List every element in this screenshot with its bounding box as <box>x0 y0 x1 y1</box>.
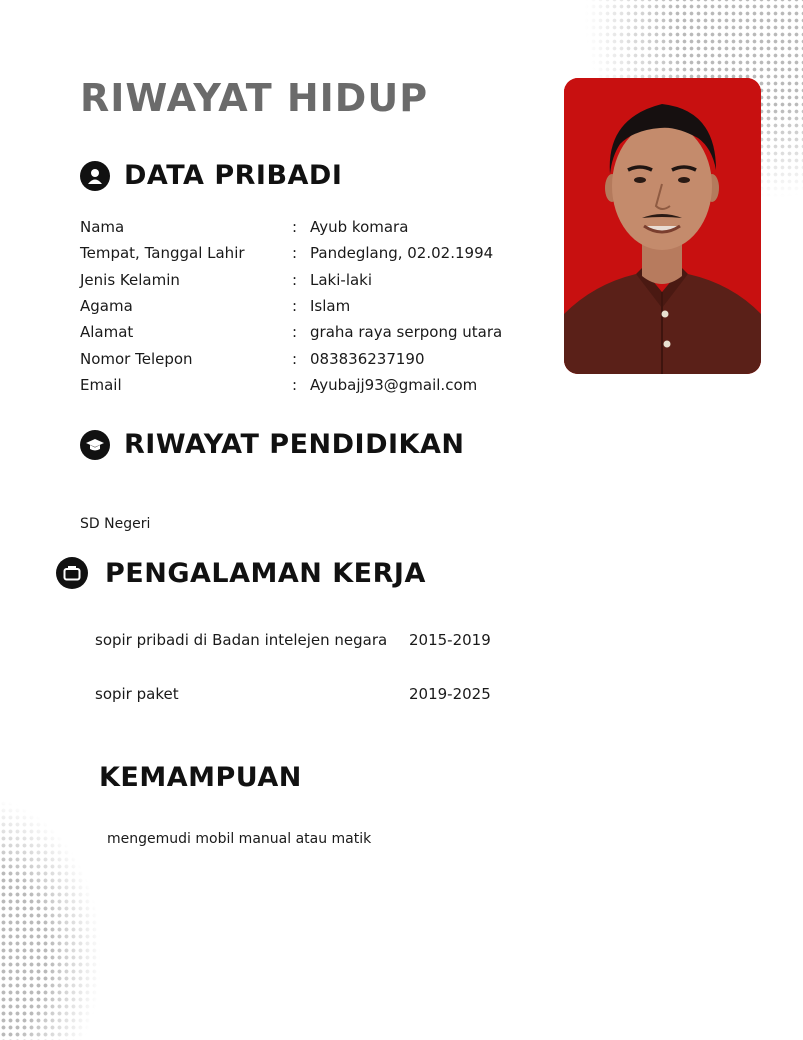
skill-item: mengemudi mobil manual atau matik <box>107 831 372 847</box>
profile-photo <box>564 78 761 374</box>
work-job: sopir pribadi di Badan intelejen negara <box>95 631 388 649</box>
field-label: Tempat, Tanggal Lahir <box>80 244 245 263</box>
field-value: graha raya serpong utara <box>310 323 503 342</box>
work-years: 2015-2019 <box>409 631 491 649</box>
field-value: 083836237190 <box>310 349 425 368</box>
graduation-cap-icon <box>80 430 110 460</box>
field-separator: : <box>292 323 298 342</box>
field-separator: : <box>292 349 298 368</box>
page-title: RIWAYAT HIDUP <box>80 76 429 120</box>
person-icon <box>80 161 110 191</box>
section-heading: DATA PRIBADI <box>124 160 343 191</box>
field-label: Jenis Kelamin <box>80 270 180 289</box>
field-value: Ayubajj93@gmail.com <box>310 375 478 394</box>
work-item <box>95 681 491 707</box>
personal-data-table <box>80 214 502 398</box>
data-row-name <box>80 214 502 240</box>
education-item: SD Negeri <box>80 516 151 532</box>
data-row-birth <box>80 240 502 266</box>
field-label: Alamat <box>80 323 134 342</box>
field-value: Ayub komara <box>310 218 409 237</box>
field-separator: : <box>292 297 298 316</box>
field-value: Pandeglang, 02.02.1994 <box>310 244 494 263</box>
briefcase-icon <box>56 557 88 589</box>
section-heading-skills: KEMAMPUAN <box>99 762 302 793</box>
section-heading: RIWAYAT PENDIDIKAN <box>124 429 465 460</box>
data-row-religion <box>80 293 502 319</box>
field-separator: : <box>292 218 298 237</box>
field-label: Agama <box>80 297 133 316</box>
data-row-address <box>80 319 502 345</box>
data-row-email <box>80 372 502 398</box>
field-label: Nomor Telepon <box>80 349 193 368</box>
field-value: Laki-laki <box>310 270 373 289</box>
section-header-personal <box>80 160 342 191</box>
decorative-dot-pattern-bottom-left <box>0 800 100 1040</box>
field-separator: : <box>292 270 298 289</box>
field-value: Islam <box>310 297 351 316</box>
work-job: sopir paket <box>95 685 179 703</box>
field-label: Nama <box>80 218 125 237</box>
section-heading: PENGALAMAN KERJA <box>105 557 426 589</box>
section-header-education <box>80 429 464 460</box>
section-header-work <box>56 557 426 589</box>
field-separator: : <box>292 375 298 394</box>
data-row-gender <box>80 267 502 293</box>
data-row-phone <box>80 345 502 371</box>
work-years: 2019-2025 <box>409 685 491 703</box>
field-label: Email <box>80 375 122 394</box>
field-separator: : <box>292 244 298 263</box>
work-item <box>95 627 491 653</box>
